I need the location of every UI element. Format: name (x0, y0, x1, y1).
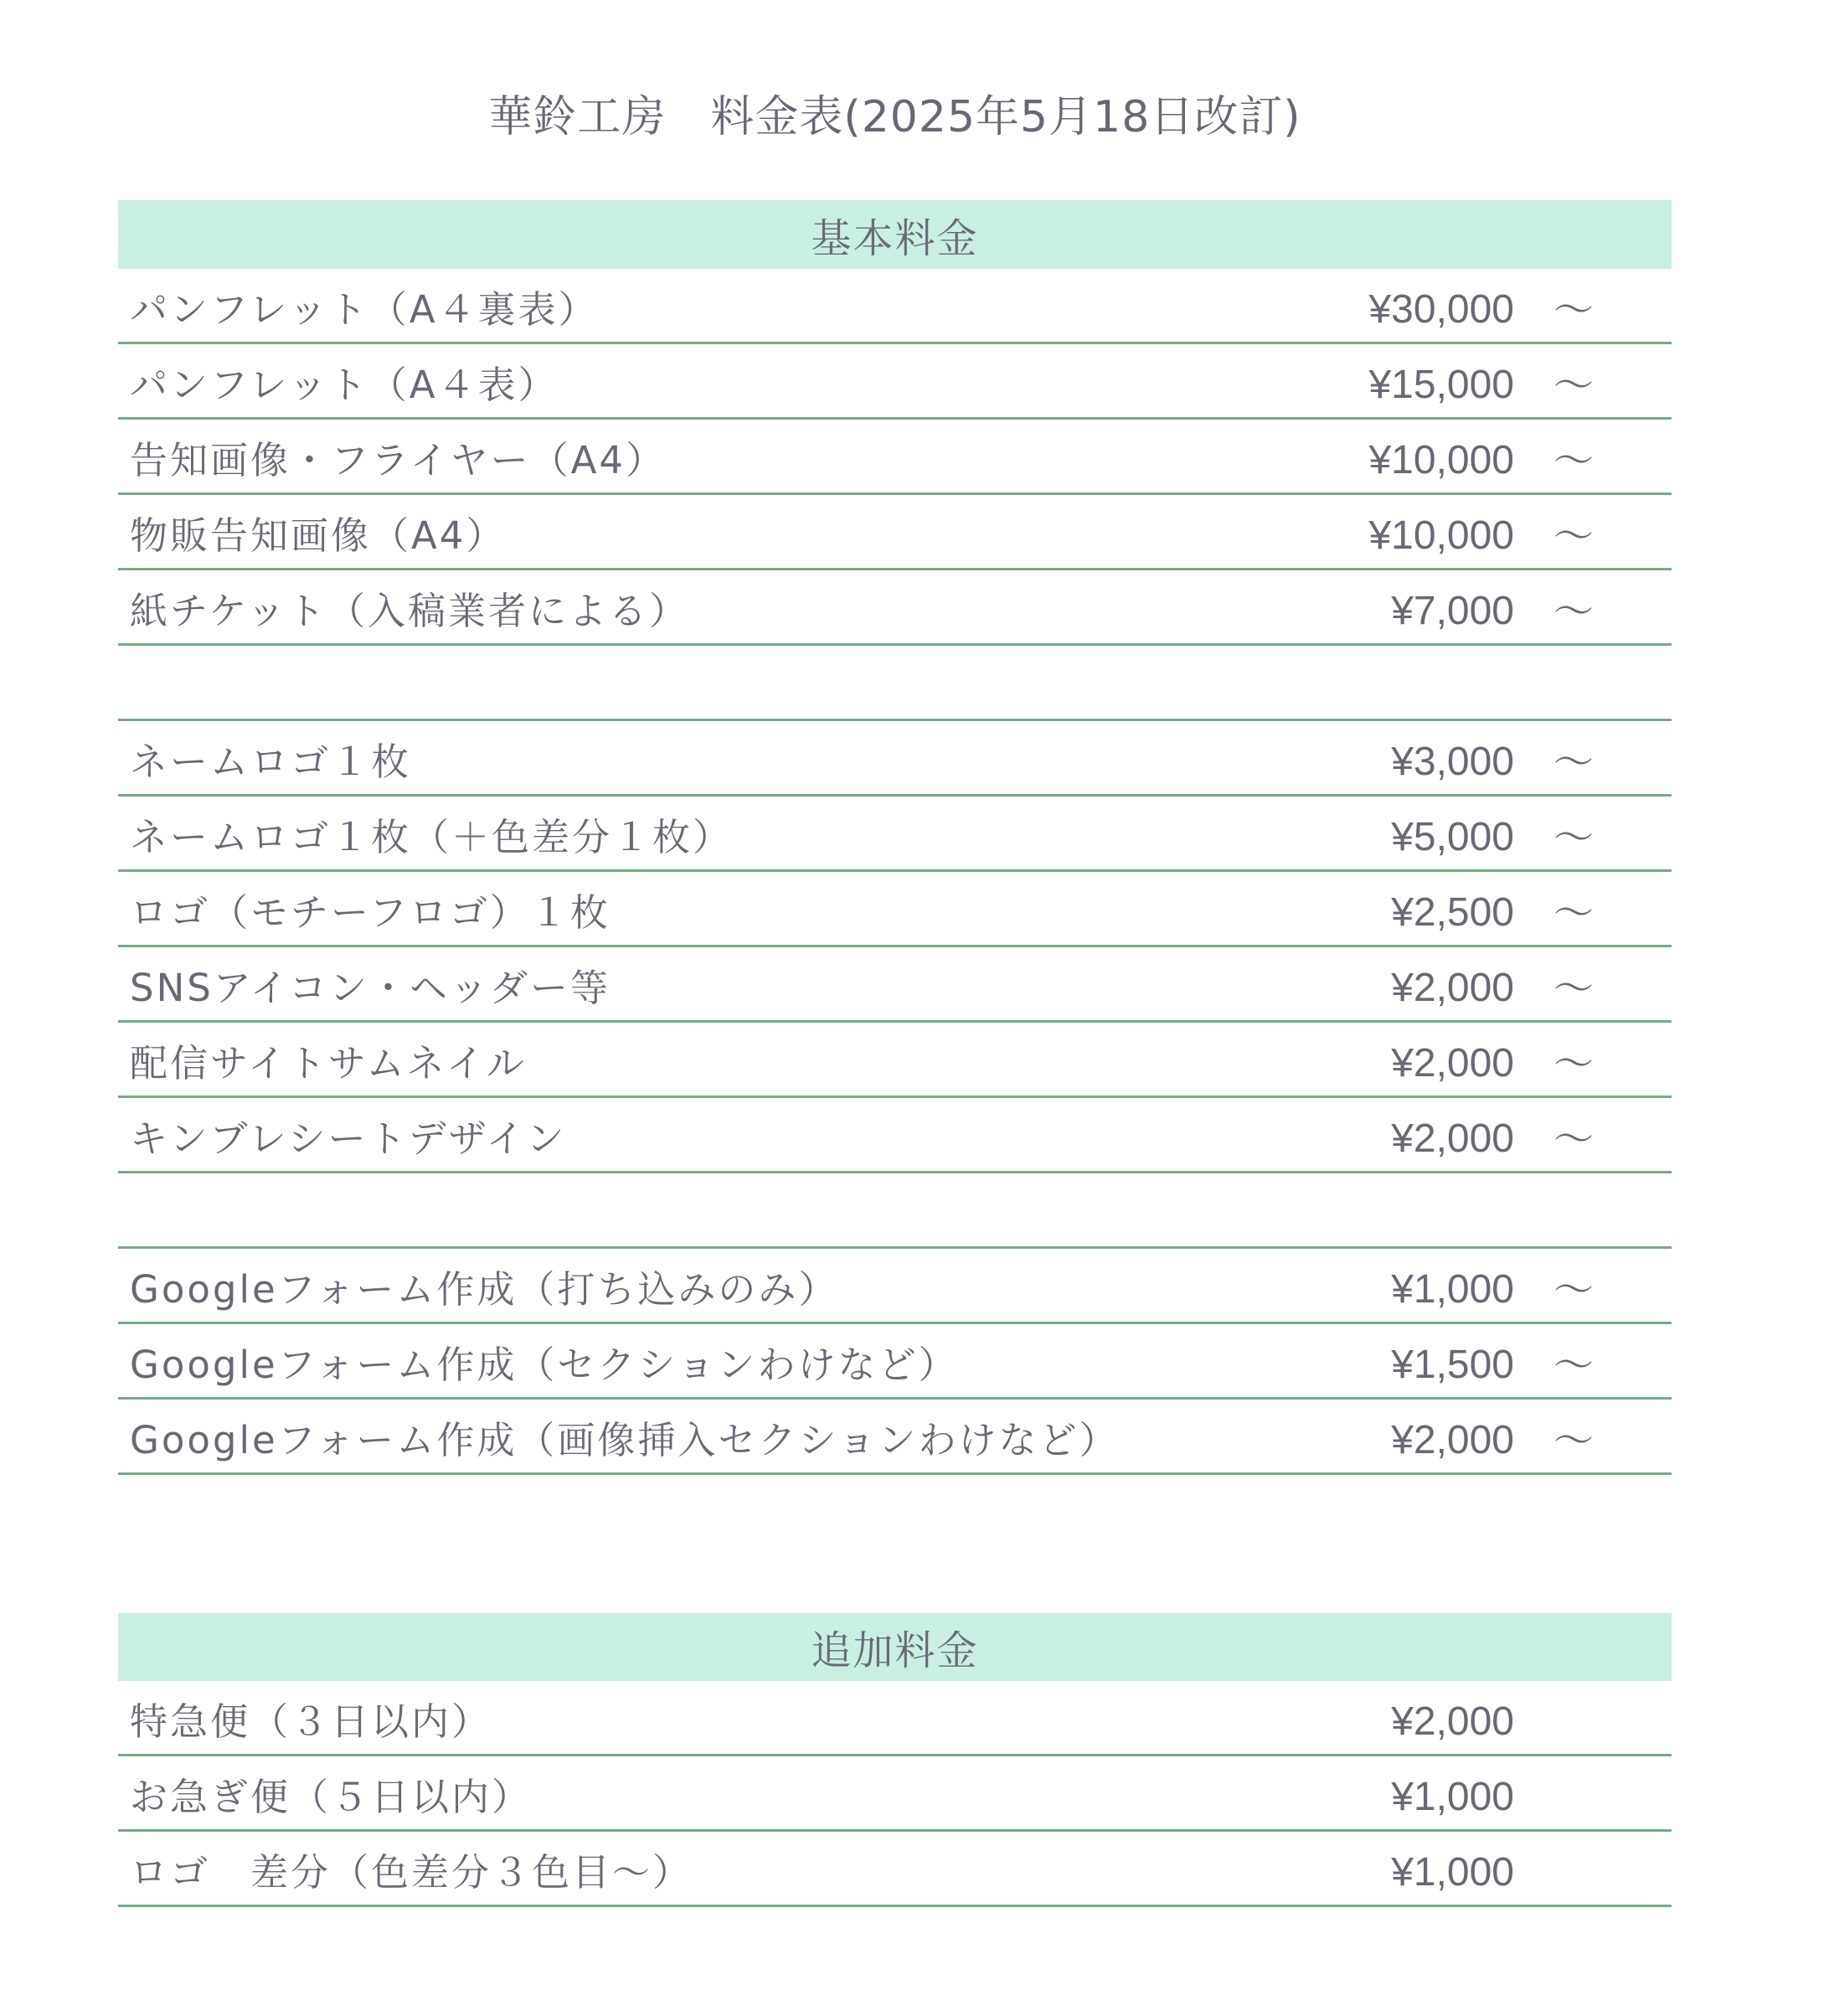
price-from-mark: ～ (1553, 965, 1595, 1012)
page-title: 華鈴工房 料金表(2025年5月18日改訂) (488, 92, 1301, 142)
table-row (118, 1023, 1672, 1098)
table-row (118, 1324, 1672, 1400)
item-price: ¥10,000 (1368, 513, 1514, 558)
price-from-mark: ～ (1553, 513, 1595, 559)
table-row (118, 1098, 1672, 1173)
price-from-mark: ～ (1553, 814, 1595, 861)
item-label: ロゴ 差分（色差分３色目～） (130, 1850, 693, 1895)
price-from-mark: ～ (1553, 1040, 1595, 1087)
item-price: ¥30,000 (1368, 287, 1514, 332)
blank-row (118, 1173, 1672, 1249)
price-from-mark: ～ (1553, 1116, 1595, 1163)
item-label: ネームロゴ１枚 (130, 740, 412, 784)
item-label: お急ぎ便（５日以内） (130, 1775, 533, 1819)
item-label: SNSアイコン・ヘッダー等 (130, 966, 611, 1010)
item-label: 物販告知画像（A4） (130, 513, 507, 558)
price-from-mark: ～ (1553, 588, 1595, 635)
item-price: ¥5,000 (1391, 815, 1514, 859)
price-from-mark: ～ (1553, 1342, 1595, 1389)
item-label: 紙チケット（入稿業者による） (130, 589, 689, 633)
blank-row (118, 646, 1672, 721)
table-row (118, 344, 1672, 420)
table-row (118, 1249, 1672, 1324)
item-label: Googleフォーム作成（セクションわけなど） (130, 1343, 959, 1387)
item-price: ¥2,000 (1391, 1116, 1514, 1161)
table-row (118, 1681, 1672, 1756)
price-from-mark: ～ (1553, 889, 1595, 936)
section-heading: 基本料金 (118, 200, 1672, 269)
basic-fee-section (118, 200, 1672, 1475)
price-from-mark: ～ (1553, 286, 1595, 333)
item-price: ¥1,000 (1391, 1775, 1514, 1819)
item-price: ¥2,000 (1391, 1699, 1514, 1744)
price-from-mark: ～ (1553, 1417, 1595, 1464)
item-label: ロゴ（モチーフロゴ）１枚 (130, 890, 611, 935)
additional-fee-section (118, 1613, 1672, 1907)
item-price: ¥2,000 (1391, 1418, 1514, 1462)
item-price: ¥2,500 (1391, 890, 1514, 935)
table-row (118, 797, 1672, 872)
price-from-mark: ～ (1553, 1266, 1595, 1313)
item-price: ¥2,000 (1391, 1041, 1514, 1085)
table-row (118, 872, 1672, 947)
item-label: キンブレシートデザイン (130, 1116, 567, 1161)
table-row (118, 721, 1672, 797)
price-from-mark: ～ (1553, 739, 1595, 786)
table-row (118, 1832, 1672, 1907)
item-label: ネームロゴ１枚（＋色差分１枚） (130, 815, 734, 859)
item-price: ¥2,000 (1391, 966, 1514, 1010)
table-row (118, 495, 1672, 570)
item-price: ¥1,000 (1391, 1267, 1514, 1312)
price-from-mark: ～ (1553, 362, 1595, 409)
item-price: ¥3,000 (1391, 740, 1514, 784)
item-price: ¥10,000 (1368, 438, 1514, 482)
item-price: ¥15,000 (1368, 363, 1514, 407)
item-label: パンフレット（A４表） (130, 363, 559, 407)
table-row (118, 570, 1672, 646)
item-label: 配信サイトサムネイル (130, 1041, 527, 1085)
item-price: ¥1,000 (1391, 1850, 1514, 1895)
item-label: 特急便（３日以内） (130, 1699, 492, 1744)
table-row (118, 1400, 1672, 1475)
price-from-mark: ～ (1553, 437, 1595, 484)
table-row (118, 1756, 1672, 1832)
item-label: Googleフォーム作成（画像挿入セクションわけなど） (130, 1418, 1120, 1462)
item-price: ¥7,000 (1391, 589, 1514, 633)
item-price: ¥1,500 (1391, 1343, 1514, 1387)
item-label: パンフレット（A４裏表） (130, 287, 599, 332)
item-label: Googleフォーム作成（打ち込みのみ） (130, 1267, 839, 1312)
table-row (118, 269, 1672, 344)
table-row (118, 420, 1672, 495)
section-heading: 追加料金 (118, 1613, 1672, 1681)
item-label: 告知画像・フライヤー（A4） (130, 438, 667, 482)
table-row (118, 947, 1672, 1023)
